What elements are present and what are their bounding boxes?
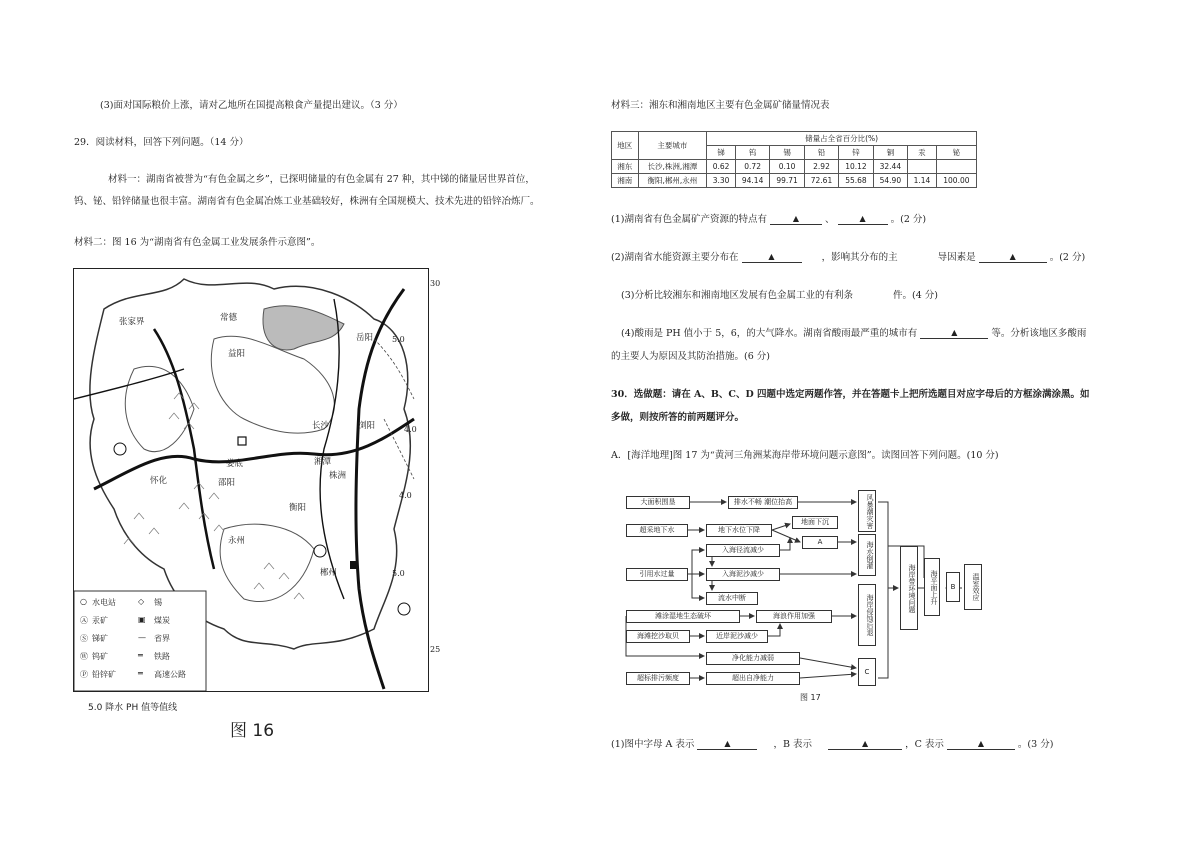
flow-problem-box: 海水倒灌 xyxy=(858,534,876,576)
place-label: 永州 xyxy=(228,536,246,546)
legend-label: 省界 xyxy=(154,634,170,643)
material3-title: 材料三：湘东和湘南地区主要有色金属矿储量情况表 xyxy=(611,100,830,111)
coastal-flowchart xyxy=(622,488,992,706)
legend-label: 煤炭 xyxy=(154,616,170,625)
flow-effect-box: 入海径流减少 xyxy=(706,544,780,557)
flow-cause-box: 滩涂湿地生态破坏 xyxy=(626,610,740,623)
triangle-icon: ▲ xyxy=(1009,252,1016,261)
answer-blank[interactable] xyxy=(920,327,988,339)
triangle-icon: ▲ xyxy=(977,739,984,748)
question-30-line1: 30．选做题：请在 A、B、C、D 四题中选定两题作答，并在答题卡上把所选题目对应字母后的方框涂满涂黑。如 xyxy=(611,389,1090,400)
ore-reserve-table xyxy=(611,131,977,188)
table-cell: 10.12 xyxy=(839,160,873,174)
legend-label: 铅锌矿 xyxy=(92,670,116,679)
figure-16-caption: 图 16 xyxy=(230,721,275,741)
legend-symbol: Ⓟ xyxy=(80,670,88,679)
table-cell: 0.10 xyxy=(770,160,804,174)
table-cell: 94.14 xyxy=(735,174,769,188)
isoline-label: 4.0 xyxy=(404,425,417,434)
table-header-share: 储量占全省百分比(%) xyxy=(707,132,977,146)
place-label: 邵阳 xyxy=(218,478,236,488)
question-text: ，C 表示 xyxy=(905,739,944,750)
table-cell: 湘南 xyxy=(612,174,639,188)
flow-greenhouse: 温室效应 xyxy=(964,564,982,610)
table-header-metal: 锌 xyxy=(839,146,873,160)
question-text: ，B 表示 xyxy=(773,739,812,750)
table-header-metal: 钨 xyxy=(735,146,769,160)
place-label: 娄底 xyxy=(226,459,244,469)
question-text: 件。(4 分) xyxy=(893,290,939,301)
question-text: (3)分析比较湘东和湘南地区发展有色金属工业的有利条 xyxy=(621,290,853,301)
legend-label: 汞矿 xyxy=(92,616,108,625)
isoline-label: 5.0 xyxy=(392,569,405,578)
flow-cause-box: 超采地下水 xyxy=(626,524,688,537)
flow-cause-box: 引用水过量 xyxy=(626,568,688,581)
place-label: 浏阳 xyxy=(358,421,376,431)
legend-symbol: ▣ xyxy=(138,615,146,624)
table-header-metal: 汞 xyxy=(908,146,937,160)
table-cell: 长沙,株洲,湘潭 xyxy=(638,160,707,174)
table-header-metal: 锡 xyxy=(770,146,804,160)
table-cell: 99.71 xyxy=(770,174,804,188)
legend-label: 铁路 xyxy=(154,652,170,661)
legend-symbol: ○ xyxy=(80,597,87,606)
triangle-icon: ▲ xyxy=(951,328,958,337)
triangle-icon: ▲ xyxy=(861,739,869,748)
flow-label-A[interactable]: A xyxy=(802,536,838,549)
question-29-2 xyxy=(611,249,1085,263)
flow-cause-box: 海滩挖沙取贝 xyxy=(626,630,690,643)
question-30-A: A．[海洋地理]图 17 为“黄河三角洲某海岸带环境问题示意图”。读图回答下列问题。(10 分) xyxy=(611,450,999,461)
flow-label-C[interactable]: C xyxy=(858,658,876,686)
table-cell: 2.92 xyxy=(804,160,838,174)
legend-symbol: — xyxy=(138,633,146,642)
table-cell: 100.00 xyxy=(936,174,976,188)
table-cell: 1.14 xyxy=(908,174,937,188)
table-cell: 72.61 xyxy=(804,174,838,188)
legend-label: 锑矿 xyxy=(92,634,108,643)
triangle-icon: ▲ xyxy=(768,252,775,261)
q28-3-text: (3)面对国际粮价上涨，请对乙地所在国提高粮食产量提出建议。（3 分） xyxy=(100,100,403,111)
table-cell xyxy=(936,160,976,174)
flow-cause-box: 大面积围垦 xyxy=(626,496,690,509)
table-cell: 0.62 xyxy=(707,160,736,174)
question-29-4-line2: 的主要人为原因及其防治措施。(6 分) xyxy=(611,351,770,362)
place-label: 株洲 xyxy=(329,471,347,481)
table-cell: 衡阳,郴州,永州 xyxy=(638,174,707,188)
triangle-icon: ▲ xyxy=(859,214,866,223)
latitude-label: 30 xyxy=(430,279,441,288)
legend-symbol: Ⓦ xyxy=(80,652,88,661)
figure-17-caption: 图 17 xyxy=(800,693,821,702)
table-cell: 0.72 xyxy=(735,160,769,174)
legend-label: 钨矿 xyxy=(92,652,108,661)
map-drawing xyxy=(74,269,428,691)
flow-problem-box: 风暴潮灾害 xyxy=(858,490,876,532)
legend-symbol: ◇ xyxy=(138,597,145,606)
table-header-metal: 锑 xyxy=(707,146,736,160)
iso-legend: 5.0 降水 PH 值等值线 xyxy=(88,703,178,713)
question-text: (4)酸雨是 PH 值小于 5，6，的大气降水。湖南省酸雨最严重的城市有 xyxy=(621,328,918,339)
place-label: 益阳 xyxy=(228,349,246,359)
table-cell xyxy=(908,160,937,174)
flow-effect-box: 流水中断 xyxy=(706,592,758,605)
hunan-map xyxy=(73,268,441,692)
table-cell: 54.90 xyxy=(873,174,907,188)
table-header-metal: 铋 xyxy=(936,146,976,160)
table-header-metal: 铜 xyxy=(873,146,907,160)
triangle-icon: ▲ xyxy=(724,739,731,748)
question-text: (2)湖南省水能资源主要分布在 xyxy=(611,252,739,263)
place-label: 湘潭 xyxy=(314,457,332,467)
latitude-label: 25 xyxy=(430,645,441,654)
table-row xyxy=(612,174,977,188)
flow-effect-box: 地下水位下降 xyxy=(706,524,772,537)
answer-blank[interactable] xyxy=(770,213,822,225)
isoline-label: 5.0 xyxy=(392,335,405,344)
answer-blank[interactable] xyxy=(828,738,902,750)
q29-title: 29．阅读材料，回答下列问题。（14 分） xyxy=(74,137,249,148)
question-text: (1)湖南省有色金属矿产资源的特点有 xyxy=(611,214,767,225)
table-header-metal: 铅 xyxy=(804,146,838,160)
question-29-4 xyxy=(621,325,1086,339)
question-text: (1)图中字母 A 表示 xyxy=(611,739,695,750)
legend-label: 水电站 xyxy=(92,598,116,607)
table-header-city: 主要城市 xyxy=(638,132,707,160)
answer-blank[interactable] xyxy=(838,213,888,225)
material2-text: 材料二：图 16 为“湖南省有色金属工业发展条件示意图”。 xyxy=(74,237,321,248)
triangle-icon: ▲ xyxy=(792,214,800,223)
question-29-3 xyxy=(621,287,938,301)
table-header-region: 地区 xyxy=(612,132,639,160)
legend-label: 锡 xyxy=(154,598,162,607)
question-30-line2: 多做，则按所答的前两题评分。 xyxy=(611,412,745,423)
table-cell: 55.68 xyxy=(839,174,873,188)
question-text: 等。分析该地区多酸雨 xyxy=(991,328,1087,339)
legend-symbol: ═ xyxy=(138,651,143,660)
flow-effect-box: 超出自净能力 xyxy=(706,672,800,685)
legend-label: 高速公路 xyxy=(154,670,186,679)
question-text: 。(3 分) xyxy=(1017,739,1054,750)
question-text: ，影响其分布的主 xyxy=(821,252,898,263)
flow-cause-box: 超标排污频度 xyxy=(626,672,690,685)
flow-effect-box: 入海泥沙减少 xyxy=(706,568,780,581)
flow-effect-box: 地面下沉 xyxy=(792,516,838,529)
place-label: 怀化 xyxy=(150,476,168,486)
question-text: 导因素是 xyxy=(937,252,976,263)
question-text: 。(2 分) xyxy=(890,214,927,225)
flow-effect-box: 海浪作用加强 xyxy=(756,610,832,623)
flow-effect-box: 净化能力减弱 xyxy=(706,652,800,665)
place-label: 岳阳 xyxy=(356,333,374,343)
flow-effect-box: 近岸泥沙减少 xyxy=(706,630,768,643)
flow-label-B[interactable]: B xyxy=(946,572,960,602)
question-text: 。(2 分) xyxy=(1049,252,1086,263)
legend-symbol: Ⓢ xyxy=(80,634,88,643)
question-29-1 xyxy=(611,211,926,225)
flow-effect-box: 排水不畅 潮位抬高 xyxy=(728,496,798,509)
table-cell: 3.30 xyxy=(707,174,736,188)
answer-blank[interactable] xyxy=(947,738,1015,750)
place-label: 衡阳 xyxy=(289,503,307,513)
table-cell: 湘东 xyxy=(612,160,639,174)
question-text: 、 xyxy=(825,214,835,225)
place-label: 张家界 xyxy=(119,317,145,327)
question-30-A-1 xyxy=(611,736,1053,750)
flow-main-problem: 海岸带环境问题 xyxy=(900,546,918,630)
isoline-label: 4.0 xyxy=(399,491,412,500)
place-label: 长沙 xyxy=(312,421,330,431)
answer-blank[interactable] xyxy=(697,738,757,750)
flow-problem-box: 海岸侵蚀后退 xyxy=(858,584,876,646)
legend-symbol: Ⓐ xyxy=(80,616,88,625)
place-label: 常德 xyxy=(220,313,238,323)
answer-blank[interactable] xyxy=(742,251,802,263)
material1-line2: 钨、铋、铅锌储量也很丰富。湖南省有色金属冶炼工业基础较好，株洲有全国规模大、技术先进的铅锌冶炼厂。 xyxy=(74,196,540,207)
answer-blank[interactable] xyxy=(979,251,1047,263)
legend-symbol: ═ xyxy=(138,669,143,678)
table-cell: 32.44 xyxy=(873,160,907,174)
flow-sea-level-rise: 海平面上升 xyxy=(924,558,940,616)
table-row xyxy=(612,160,977,174)
place-label: 郴州 xyxy=(320,568,338,578)
material1-line1: 材料一：湖南省被誉为“有色金属之乡”，已探明储量的有色金属有 27 种，其中锑的储量居世界首位， xyxy=(108,174,535,185)
